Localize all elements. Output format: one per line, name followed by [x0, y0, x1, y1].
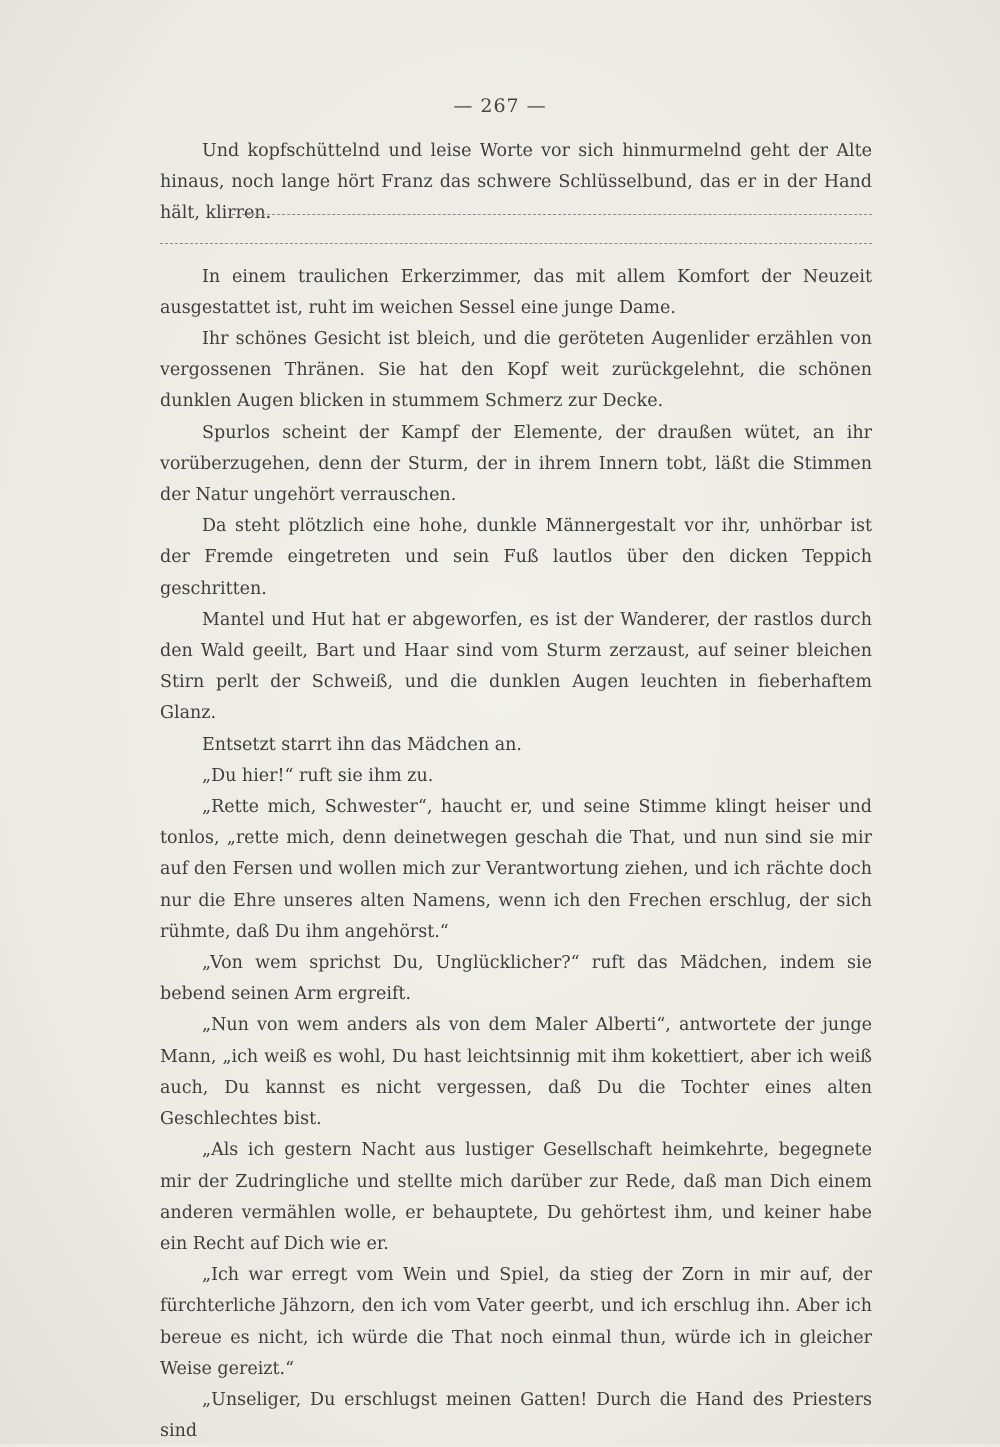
paragraph-7: Entsetzt starrt ihn das Mädchen an. [202, 734, 522, 755]
paragraph-14: „Unseliger, Du erschlugst meinen Gatten! Durch die Hand des Priesters sind [160, 1389, 872, 1442]
paragraph-9: „Rette mich, Schwester“, haucht er, und seine Stimme klingt heiser und tonlos, „rette mich, denn deinetwegen geschah die That, und nun sind sie mir auf den Fersen und wollen mich zur Verantwortung ziehen, und ich rächte doch nur die Ehre unseres alten Namens, wenn ich den Frechen erschlug, der sich rühmte, daß Du ihm angehörst.“ [160, 797, 872, 942]
paragraph-10: „Von wem sprichst Du, Unglücklicher?“ ruft das Mädchen, indem sie bebend seinen Arm ergreift. [160, 953, 872, 1005]
paragraph-1: Und kopfschüttelnd und leise Worte vor sich hinmurmelnd geht der Alte hinaus, noch lange hört Franz das schwere Schlüsselbund, das er in der Hand hält, klirren. [160, 141, 872, 224]
paragraph-2: In einem traulichen Erkerzimmer, das mit allem Komfort der Neuzeit ausgestattet ist, ruht im weichen Sessel eine junge Dame. [160, 266, 872, 318]
paragraph-8: „Du hier!“ ruft sie ihm zu. [202, 765, 434, 786]
body-text [160, 136, 872, 1447]
paragraph-4: Spurlos scheint der Kampf der Elemente, der draußen wütet, an ihr vorüberzugehen, denn der Sturm, der in ihrem Innern tobt, läßt die Stimmen der Natur ungehört verrauschen. [160, 422, 872, 506]
paragraph-6: Mantel und Hut hat er abgeworfen, es ist der Wanderer, der rastlos durch den Wald geeilt, Bart und Haar sind vom Sturm zerzaust, auf seiner bleichen Stirn perlt der Schweiß, und die dunklen Augen leuchten in fieberhaftem Glanz. [160, 609, 872, 724]
paragraph-5: Da steht plötzlich eine hohe, dunkle Männergestalt vor ihr, unhörbar ist der Fremde eingetreten und sein Fuß lautlos über den dicken Teppich geschritten. [160, 516, 872, 599]
paragraph-3: Ihr schönes Gesicht ist bleich, und die geröteten Augenlider erzählen von vergossenen Thränen. Sie hat den Kopf weit zurückgelehnt, die schönen dunklen Augen blicken in stummem Schmerz zur Decke. [160, 329, 872, 412]
paragraph-12: „Als ich gestern Nacht aus lustiger Gesellschaft heimkehrte, begegnete mir der Zudringliche und stellte mich darüber zur Rede, daß man Dich einem anderen vermählen wolle, er behauptete, Du gehörtest ihm, und keiner habe ein Recht auf Dich wie er. [160, 1140, 872, 1254]
page-number-header: — 267 — [453, 95, 547, 117]
section-break-spacer [160, 230, 872, 262]
section-dash-line-1 [232, 214, 872, 216]
paragraph-11: „Nun von wem anders als von dem Maler Alberti“, antwortete der junge Mann, „ich weiß es wohl, Du hast leichtsinnig mit ihm kokettiert, aber ich weiß auch, Du kannst es nicht vergessen, daß Du die Tochter eines alten Geschlechtes bist. [160, 1015, 872, 1130]
section-dash-line-2 [160, 243, 872, 245]
paragraph-13: „Ich war erregt vom Wein und Spiel, da stieg der Zorn in mir auf, der fürchterliche Jähzorn, den ich vom Vater geerbt, und ich erschlug ihn. Aber ich bereue es nicht, ich würde die That noch einmal thun, würde ich in gleicher Weise gereizt.“ [160, 1265, 872, 1379]
